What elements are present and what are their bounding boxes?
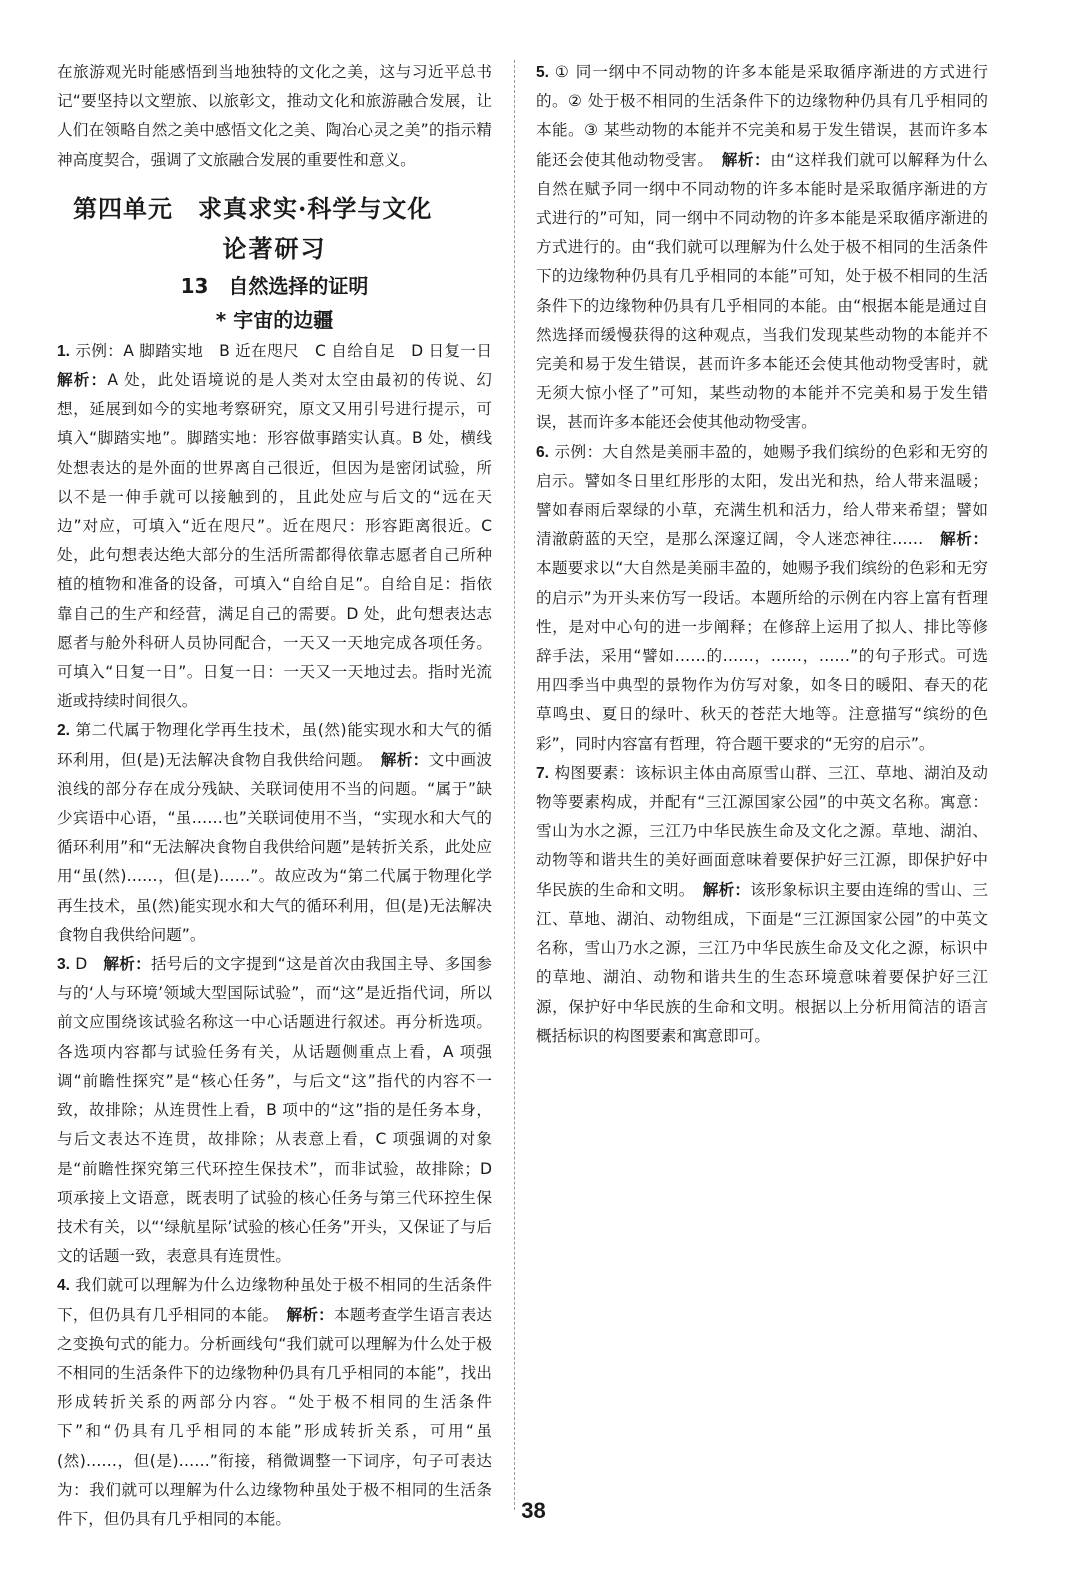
unit-title: 第四单元 求真求实·科学与文化 [73, 193, 433, 223]
answer-text: 构图要素：该标识主体由高原雪山群、三江、草地、湖泊及动物等要素构成，并配有“三江源国家公园”的中英文名称。寓意：雪山为水之源，三江乃中华民族生命及文化之源。草地、湖泊、动物等和谐共生的美好画面意味着要保护好三江源，即保护好中华民族的生命和文明。 [536, 763, 988, 899]
question-number: 3. [57, 956, 71, 974]
answer-text: 示例：大自然是美丽丰盈的，她赐予我们缤纷的色彩和无穷的启示。譬如冬日里红彤彤的太阳，发出光和热，给人带来温暖；譬如春雨后翠绿的小草，充满生机和活力，给人带来希望；譬如清澈蔚蓝的天空，是那么深邃辽阔，令人迷恋神往…… [536, 442, 988, 549]
analysis-text: 由“这样我们就可以解释为什么自然在赋予同一纲中不同动物的许多本能时是采取循序渐进的方式进行的”可知，同一纲中不同动物的许多本能是采取循序渐进的方式进行的。由“我们就可以理解为什么处于极不相同的生活条件下的边缘物种仍具有几乎相同的本能”可知，处于极不相同的生活条件下的边缘物种仍具有几乎相同的本能。由“根据本能是通过自然选择而缓慢获得的这种观点，当我们发现某些动物的本能并不完美和易于发生错误，甚而许多本能还会使其他动物受害时，就无须大惊小怪了”可知，某些动物的本能并不完美和易于发生错误，甚而许多本能还会使其他动物受害。 [536, 150, 988, 432]
answer-text: 我们就可以理解为什么边缘物种虽处于极不相同的生活条件下，但仍具有几乎相同的本能。 [57, 1276, 492, 1324]
question-5 [536, 58, 988, 438]
question-6 [536, 438, 988, 759]
question-number: 6. [536, 443, 550, 461]
analysis-label: 解析： [721, 150, 771, 169]
analysis-text: A 处，此处语境说的是人类对太空由最初的传说、幻想，延展到如今的实地考察研究，原文又用引号进行提示，可填入“脚踏实地”。脚踏实地：形容做事踏实认真。B 处，横线处想表达的是外面的世界离自己很近，但因为是密闭试验，所以不是一伸手就可以接触到的，且此处应与后文的“远在天边”对应，可填入“近在咫尺”。近在咫尺：形容距离很近。C 处，此句想表达绝大部分的生活所需都得依靠志愿者自己所种植的植物和准备的设备，可填入“自给自足”。自给自足：指依靠自己的生产和经营，满足自己的需要。D 处，此句想表达志愿者与舱外科研人员协同配合，一天又一天地完成各项任务。可填入“日复一日”。日复一日：一天又一天地过去。指时光流逝或持续时间很久。 [57, 371, 492, 711]
answer-text: 示例：A 脚踏实地 B 近在咫尺 C 自给自足 D 日复一日 [75, 341, 508, 360]
analysis-text: 文中画波浪线的部分存在成分残缺、关联词使用不当的问题。“属于”缺少宾语中心语，“虽……也”关联词使用不当，“实现水和大气的循环利用”和“无法解决食物自我供给问题”是转折关系，此处应用“虽(然)……，但(是)……”。故应改为“第二代属于物理化学再生技术，虽(然)能实现水和大气的循环利用，但(是)无法解决食物自我供给问题”。 [57, 750, 492, 944]
question-2 [57, 716, 492, 950]
analysis-label: 解析： [286, 1305, 334, 1324]
analysis-label: 解析： [103, 955, 151, 974]
question-number: 1. [57, 342, 71, 360]
lesson-subtitle: * 宇宙的边疆 [215, 307, 334, 332]
question-4-start [57, 1271, 492, 1534]
answer-text: ① 同一纲中不同动物的许多本能是采取循序渐进的方式进行的。② 处于极不相同的生活条件下的边缘物种仍具有几乎相同的本能。③ 某些动物的本能并不完美和易于发生错误，甚而许多本能还会使其他动物受害。 [536, 63, 989, 169]
analysis-label: 解析： [380, 750, 429, 769]
question-number: 4. [57, 1277, 71, 1295]
answer-text: D [75, 955, 104, 974]
lesson-title: 13 自然选择的证明 [180, 273, 369, 298]
analysis-label: 解析： [702, 880, 751, 899]
left-column [57, 58, 508, 1534]
question-1 [57, 337, 508, 717]
analysis-text: 本题要求以“大自然是美丽丰盈的，她赐予我们缤纷的色彩和无穷的启示”为开头来仿写一段话。本题所给的示例在内容上富有哲理性，是对中心句的进一步阐释；在修辞上运用了拟人、排比等修辞手法，采用“譬如……的……，……，……”的句子形式。可选用四季当中典型的景物作为仿写对象，如冬日的暖阳、春天的花草鸣虫、夏日的绿叶、秋天的苍茫大地等。注意描写“缤纷的色彩”，同时内容富有哲理，符合题干要求的“无穷的启示”。 [536, 559, 988, 753]
analysis-label: 解析： [57, 371, 108, 390]
analysis-text: 本题考查学生语言表达之变换句式的能力。分析画线句“我们就可以理解为什么处于极不相同的生活条件下的边缘物种仍具有几乎相同的本能”，找出形成转折关系的两部分内容。“处于极不相同的生活条件下”和“仍具有几乎相同的本能”形成转折关系，可用“虽(然)……，但(是)……”衔接，稍微调整一下词序，句子可表达为：我们就可以理解为什么边缘物种虽处于极不相同的生活条件下，但仍具有几乎相同的本能。 [57, 1305, 492, 1528]
question-3 [57, 950, 492, 1271]
page-number: 38 [521, 1498, 546, 1523]
answer-text: 第二代属于物理化学再生技术，虽(然)能实现水和大气的循环利用，但(是)无法解决食物自我供给问题。 [57, 721, 492, 769]
intro-paragraph: 在旅游观光时能感悟到当地独特的文化之美，这与习近平总书记“要坚持以文塑旅、以旅彰文，推动文化和旅游融合发展，让人们在领略自然之美中感悟文化之美、陶冶心灵之美”的指示精神高度契合，强调了文旅融合发展的重要性和意义。 [57, 63, 492, 169]
question-7 [536, 759, 988, 1051]
analysis-text: 括号后的文字提到“这是首次由我国主导、多国参与的‘人与环境’领域大型国际试验”，而“这”是近指代词，所以前文应围绕该试验名称这一中心话题进行叙述。再分析选项。各选项内容都与试验任务有关，从话题侧重点上看，A 项强调“前瞻性探究”是“核心任务”，与后文“这”指代的内容不一致，故排除；从连贯性上看，B 项中的“这”指的是任务本身，与后文表达不连贯，故排除；从表意上看，C 项强调的对象是“前瞻性探究第三代环控生保技术”，而非试验，故排除；D 项承接上文语意，既表明了试验的核心任务与第三代环控生保技术有关，以“‘绿航星际’试验的核心任务”开头，又保证了与后文的话题一致，表意具有连贯性。 [57, 955, 492, 1266]
question-number: 7. [536, 764, 550, 782]
analysis-text: 该形象标识主要由连绵的雪山、三江、草地、湖泊、动物组成，下面是“三江源国家公园”的中英文名称，雪山乃水之源，三江乃中华民族生命及文化之源，标识中的草地、湖泊、动物和谐共生的生态环境意味着要保护好三江源，保护好中华民族的生命和文明。根据以上分析用简洁的语言概括标识的构图要素和寓意即可。 [536, 880, 988, 1045]
right-column [536, 58, 988, 1051]
unit-subtitle: 论著研习 [222, 233, 327, 263]
analysis-label: 解析： [940, 530, 988, 549]
column-divider [514, 60, 515, 1510]
question-number: 2. [57, 722, 71, 740]
question-number: 5. [536, 64, 550, 81]
